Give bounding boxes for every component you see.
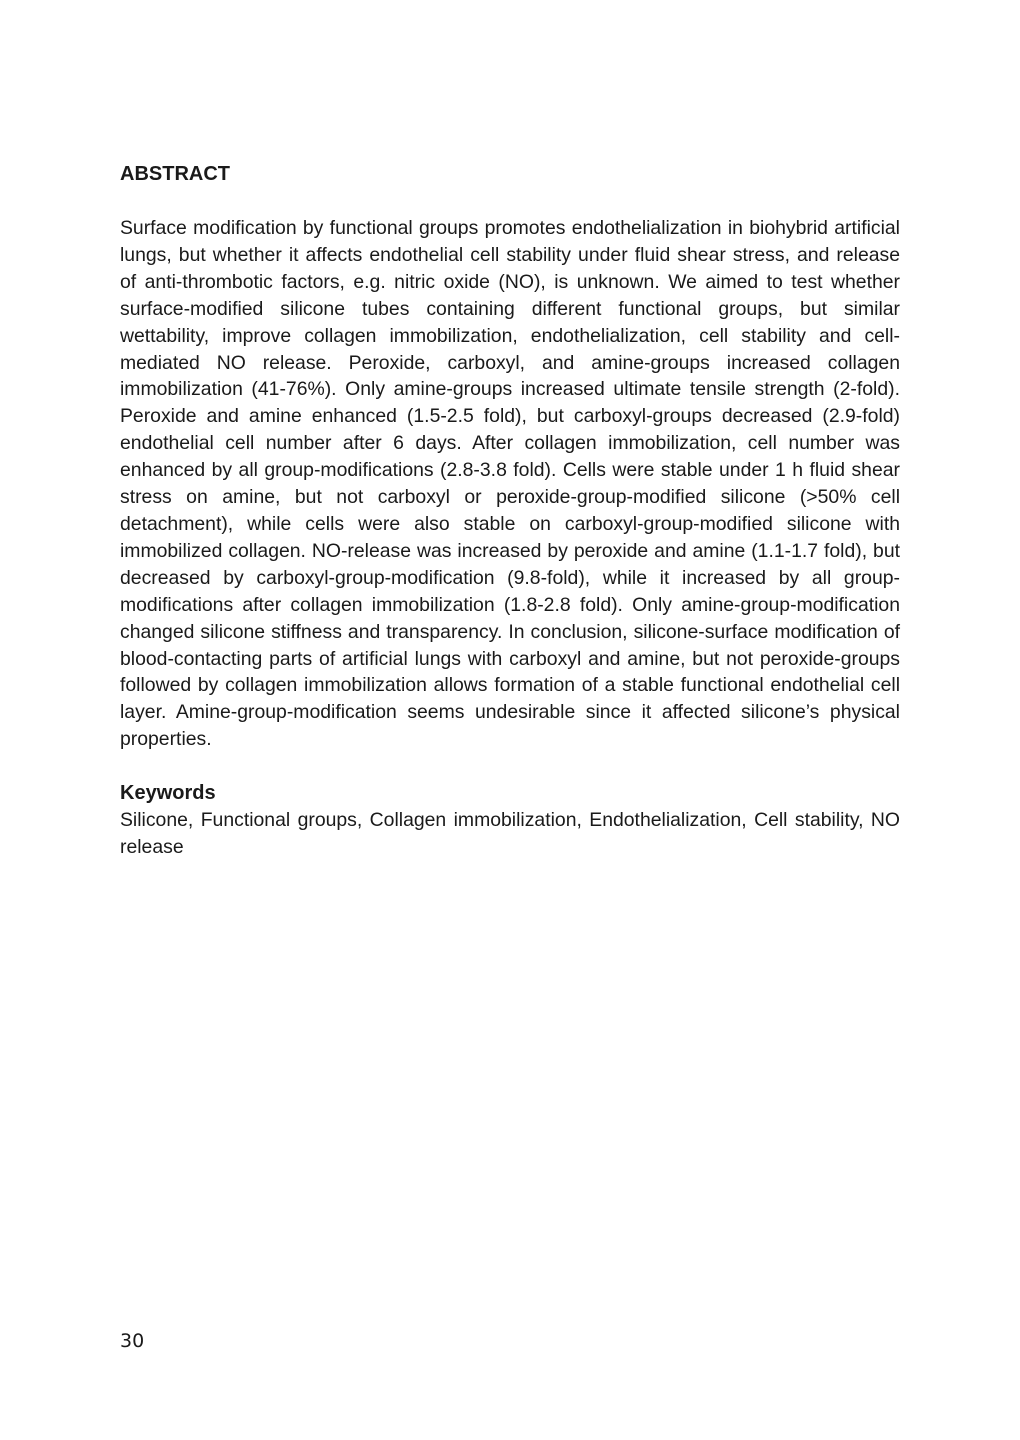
abstract-heading: ABSTRACT [120,163,230,185]
abstract-section [120,160,900,861]
abstract-body: Surface modification by functional groups promotes endothelialization in biohybrid artificial lungs, but whether it affects endothelial cell stability under fluid shear stress, and release of anti-thrombotic factors, e.g. nitric oxide (NO), is unknown. We aimed to test whether surface-modified silicone tubes containing different functional groups, but similar wettability, improve collagen immobilization, endothelialization, cell stability and cell-mediated NO release. Peroxide, carboxyl, and amine-groups increased collagen immobilization (41-76%). Only amine-groups increased ultimate tensile strength (2-fold). Peroxide and amine enhanced (1.5-2.5 fold), but carboxyl-groups decreased (2.9-fold) endothelial cell number after 6 days. After collagen immobilization, cell number was enhanced by all group-modifications (2.8-3.8 fold). Cells were stable under 1 h fluid shear stress on amine, but not carboxyl or peroxide-group-modified silicone (>50% cell detachment), while cells were also stable on carboxyl-group-modified silicone with immobilized collagen. NO-release was increased by peroxide and amine (1.1-1.7 fold), but decreased by carboxyl-group-modification (9.8-fold), while it increased by all group-modifications after collagen immobilization (1.8-2.8 fold). Only amine-group-modification changed silicone stiffness and transparency. In conclusion, silicone-surface modification of blood-contacting parts of artificial lungs with carboxyl and amine, but not peroxide-groups followed by collagen immobilization allows formation of a stable functional endothelial cell layer. Amine-group-modification seems undesirable since it affected silicone’s physical properties. [120,217,900,751]
page-number: 30 [120,1330,145,1352]
keywords-body: Silicone, Functional groups, Collagen immobilization, Endothelialization, Cell stability, NO release [120,809,900,859]
keywords-heading: Keywords [120,782,216,805]
